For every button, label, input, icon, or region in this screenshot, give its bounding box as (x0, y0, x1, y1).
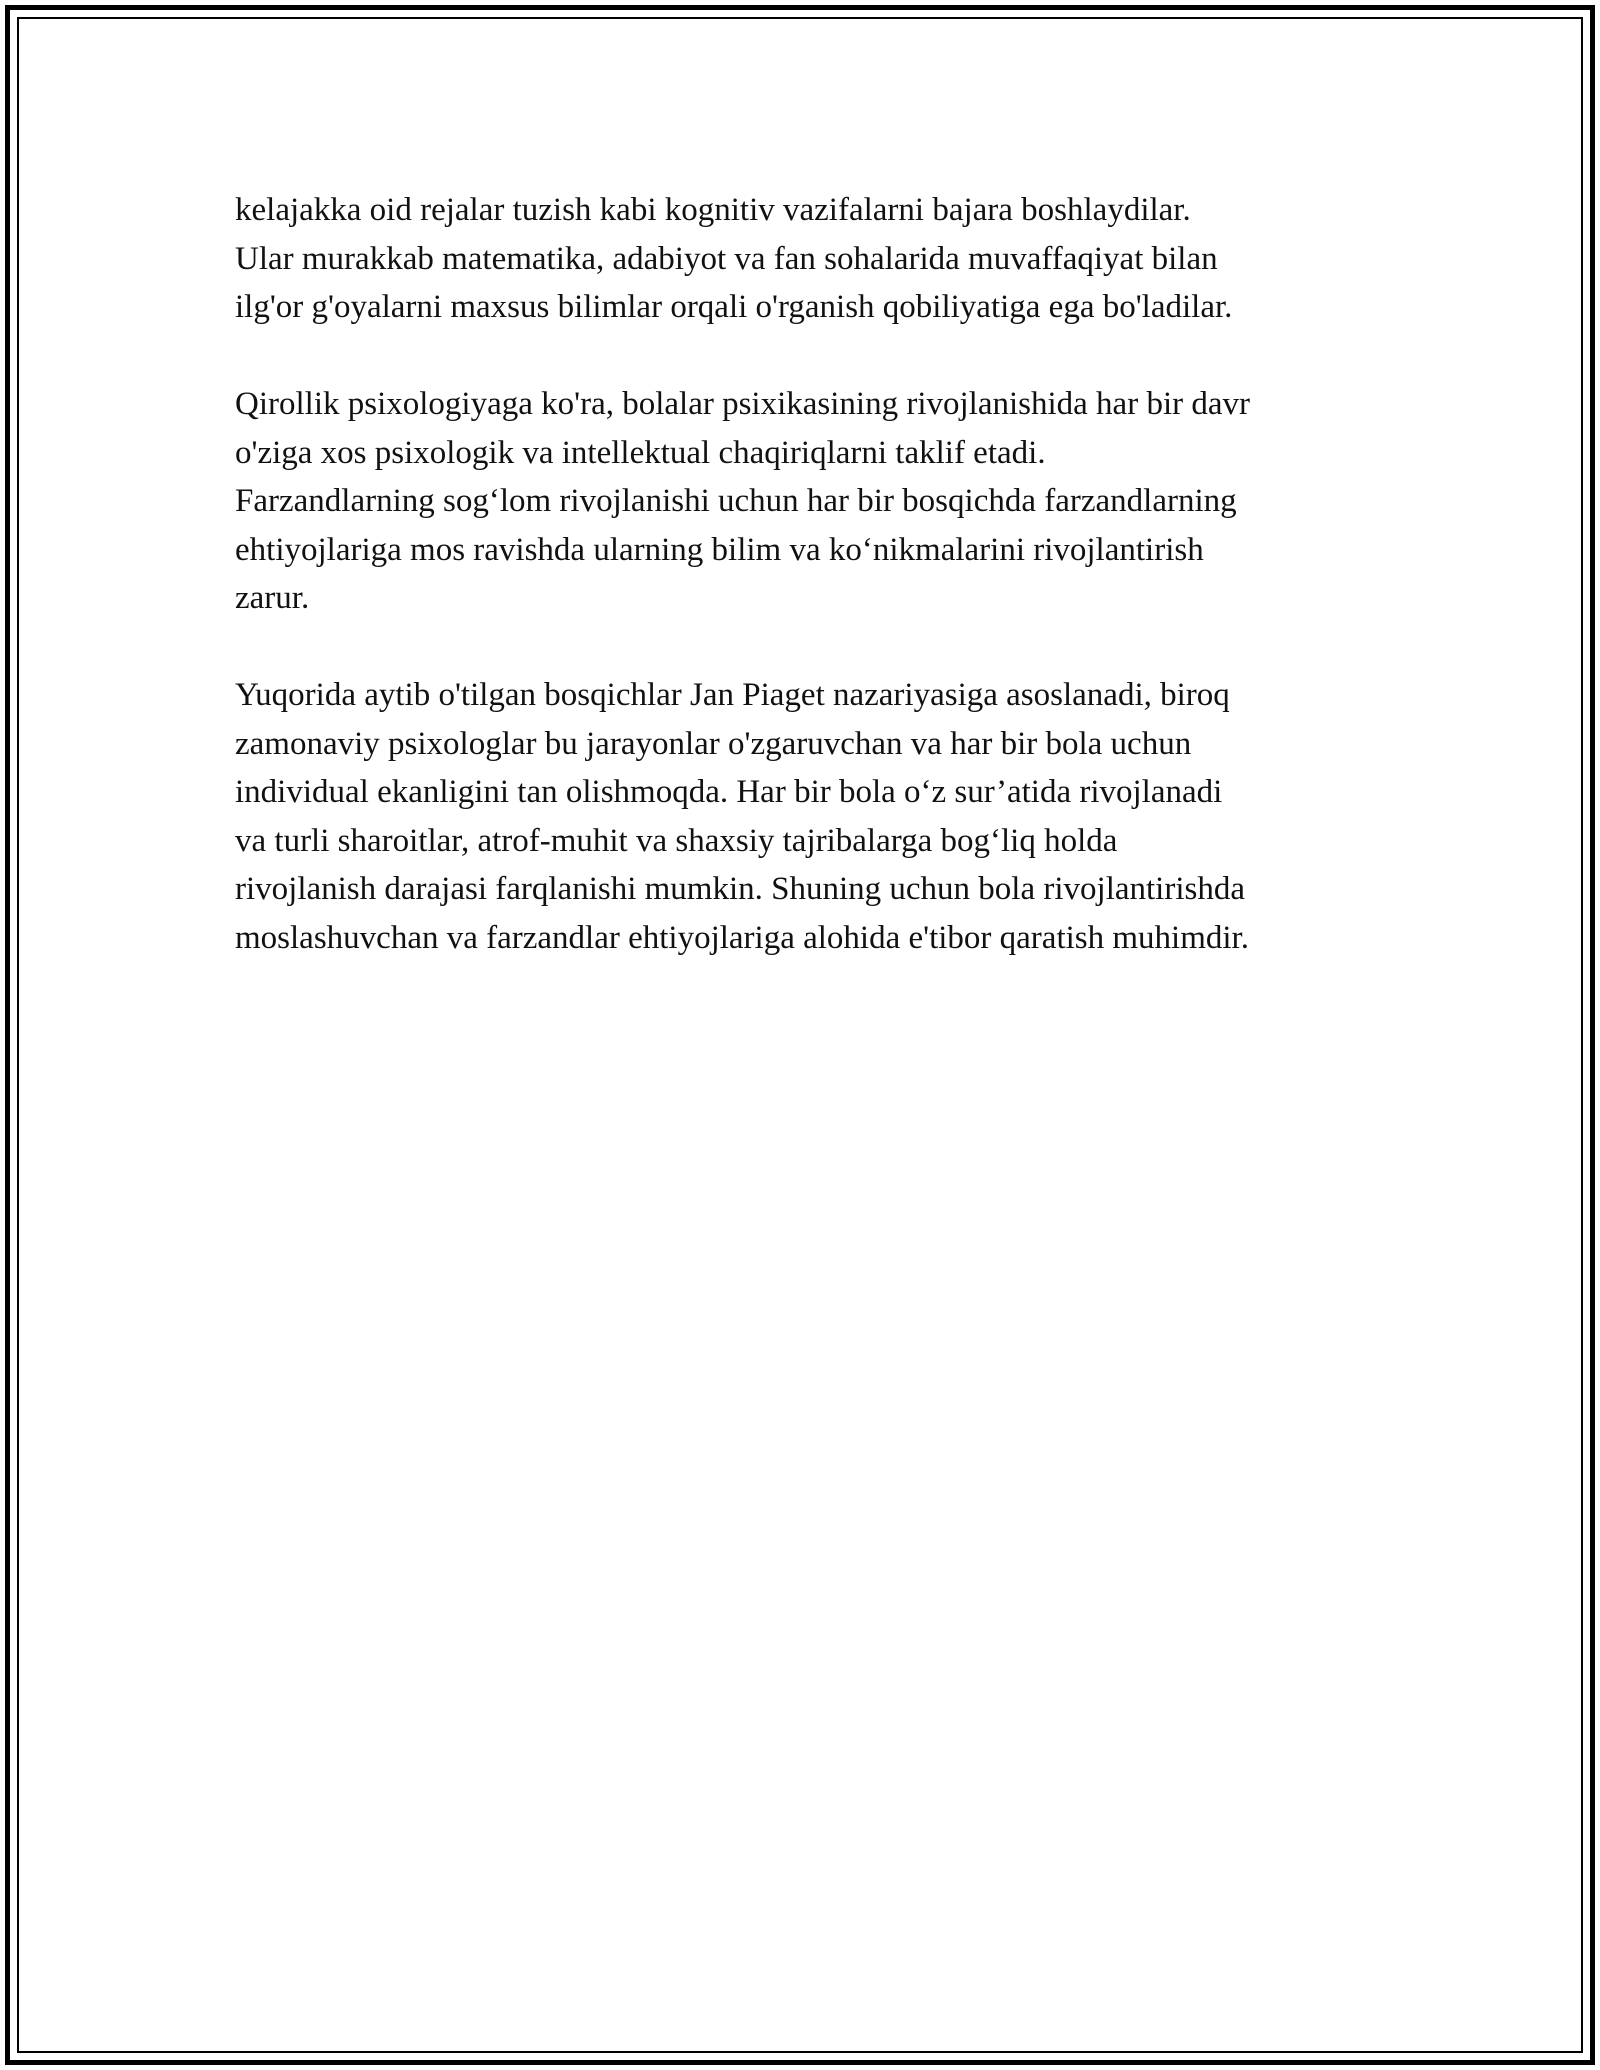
text-line: Farzandlarning sog‘lom rivojlanishi uchun har bir bosqichda farzandlarning (235, 483, 1237, 519)
text-line: ilg'or g'oyalarni maxsus bilimlar orqali o'rganish qobiliyatiga ega bo'ladilar. (235, 289, 1233, 325)
text-line: zamonaviy psixologlar bu jarayonlar o'zgaruvchan va har bir bola uchun (235, 725, 1192, 762)
text-line: zarur. (235, 580, 310, 616)
text-line: moslashuvchan va farzandlar ehtiyojlariga alohida e'tibor qaratish muhimdir. (235, 919, 1249, 956)
text-line: o'ziga xos psixologik va intellektual chaqiriqlarni taklif etadi. (235, 434, 1046, 471)
text-line: ehtiyojlariga mos ravishda ularning bilim va ko‘nikmalarini rivojlantirish (235, 531, 1204, 568)
text-line: va turli sharoitlar, atrof-muhit va shaxsiy tajribalarga bog‘liq holda (235, 822, 1118, 859)
paragraph-2 (235, 380, 1395, 623)
text-line: individual ekanligini tan olishmoqda. Har bir bola o‘z sur’atida rivojlanadi (235, 774, 1223, 810)
document-body (235, 186, 1395, 1011)
text-line: Yuqorida aytib o'tilgan bosqichlar Jan Piaget nazariyasiga asoslanadi, biroq (235, 677, 1230, 713)
paragraph-3 (235, 671, 1395, 962)
text-line: Qirollik psixologiyaga ko'ra, bolalar psixikasining rivojlanishida har bir davr (235, 386, 1250, 422)
text-line: kelajakka oid rejalar tuzish kabi kognitiv vazifalarni bajara boshlaydilar. (235, 192, 1191, 228)
text-line: Ular murakkab matematika, adabiyot va fan sohalarida muvaffaqiyat bilan (235, 240, 1218, 277)
paragraph-1 (235, 186, 1395, 332)
text-line: rivojlanish darajasi farqlanishi mumkin. Shuning uchun bola rivojlantirishda (235, 871, 1245, 907)
